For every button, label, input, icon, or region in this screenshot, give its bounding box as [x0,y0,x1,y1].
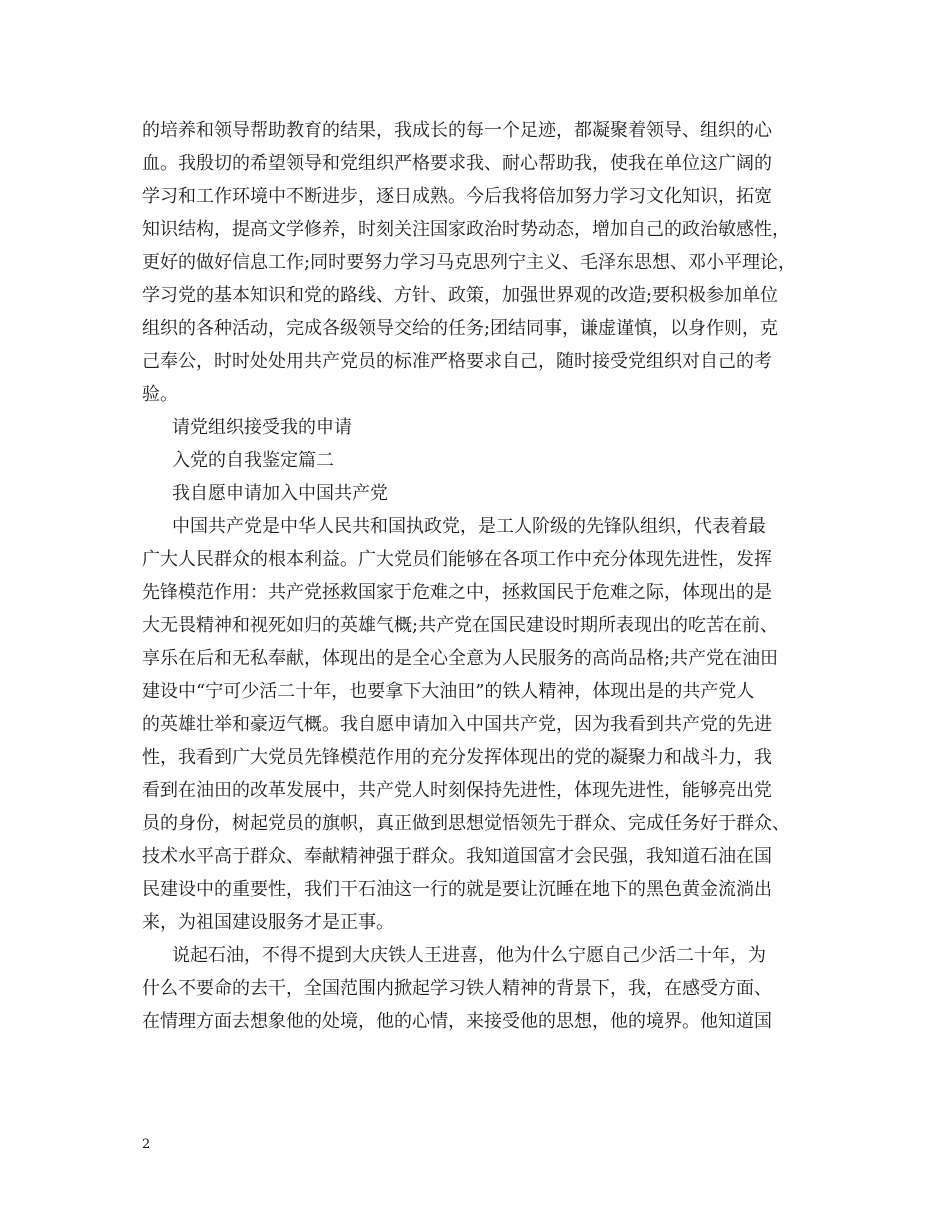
text-line: 我自愿申请加入中国共产党 [172,483,388,504]
text-line: 己奉公，时时处处用共产党员的标准严格要求自己，随时接受党组织对自己的考 [142,351,772,372]
text-line: 血。我殷切的希望领导和党组织严格要求我、耐心帮助我，使我在单位这广阔的 [142,153,772,174]
text-line: 请党组织接受我的申请 [172,417,352,438]
text-line: 享乐在后和无私奉献，体现出的是全心全意为人民服务的高尚品格;共产党在油田 [142,648,779,669]
text-line: 学习党的基本知识和党的路线、方针、政策，加强世界观的改造;要积极参加单位 [142,285,779,306]
text-line: 组织的各种活动，完成各级领导交给的任务;团结同事，谦虚谨慎，以身作则，克 [142,318,779,339]
text-line: 来，为祖国建设服务才是正事。 [142,912,394,933]
document-body [142,114,812,1038]
text-line: 民建设中的重要性，我们干石油这一行的就是要让沉睡在地下的黑色黄金流淌出 [142,879,772,900]
text-line: 中国共产党是中华人民共和国执政党，是工人阶级的先锋队组织，代表着最 [172,516,766,537]
text-line: 入党的自我鉴定篇二 [172,450,334,471]
text-line: 的培养和领导帮助教育的结果，我成长的每一个足迹，都凝聚着领导、组织的心 [142,120,772,141]
text-line: 广大人民群众的根本利益。广大党员们能够在各项工作中充分体现先进性，发挥 [142,549,772,570]
text-line: 的英雄壮举和豪迈气概。我自愿申请加入中国共产党，因为我看到共产党的先进 [142,714,772,735]
text-line: 大无畏精神和视死如归的英雄气概;共产党在国民建设时期所表现出的吃苦在前、 [142,615,779,636]
text-line: 更好的做好信息工作;同时要努力学习马克思列宁主义、毛泽东思想、邓小平理论， [142,252,797,273]
text-line: 看到在油田的改革发展中，共产党人时刻保持先进性，体现先进性，能够亮出党 [142,780,772,801]
text-line: 什么不要命的去干，全国范围内掀起学习铁人精神的背景下，我，在感受方面、 [142,978,772,999]
text-line: 先锋模范作用：共产党拯救国家于危难之中，拯救国民于危难之际，体现出的是 [142,582,772,603]
text-line: 学习和工作环境中不断进步，逐日成熟。今后我将倍加努力学习文化知识，拓宽 [142,186,772,207]
text-line: 建设中“宁可少活二十年，也要拿下大油田”的铁人精神，体现出是的共产党人 [142,681,755,702]
text-line: 员的身份，树起党员的旗帜，真正做到思想觉悟领先于群众、完成任务好于群众、 [142,813,790,834]
page-number: 2 [142,1137,151,1152]
text-line: 技术水平高于群众、奉献精神强于群众。我知道国富才会民强，我知道石油在国 [142,846,772,867]
text-line: 验。 [142,384,178,405]
text-line: 说起石油，不得不提到大庆铁人王进喜，他为什么宁愿自己少活二十年，为 [172,945,766,966]
text-line: 性，我看到广大党员先锋模范作用的充分发挥体现出的党的凝聚力和战斗力，我 [142,747,772,768]
text-line: 知识结构，提高文学修养，时刻关注国家政治时势动态，增加自己的政治敏感性， [142,219,790,240]
text-line: 在情理方面去想象他的处境，他的心情，来接受他的思想，他的境界。他知道国 [142,1011,772,1032]
